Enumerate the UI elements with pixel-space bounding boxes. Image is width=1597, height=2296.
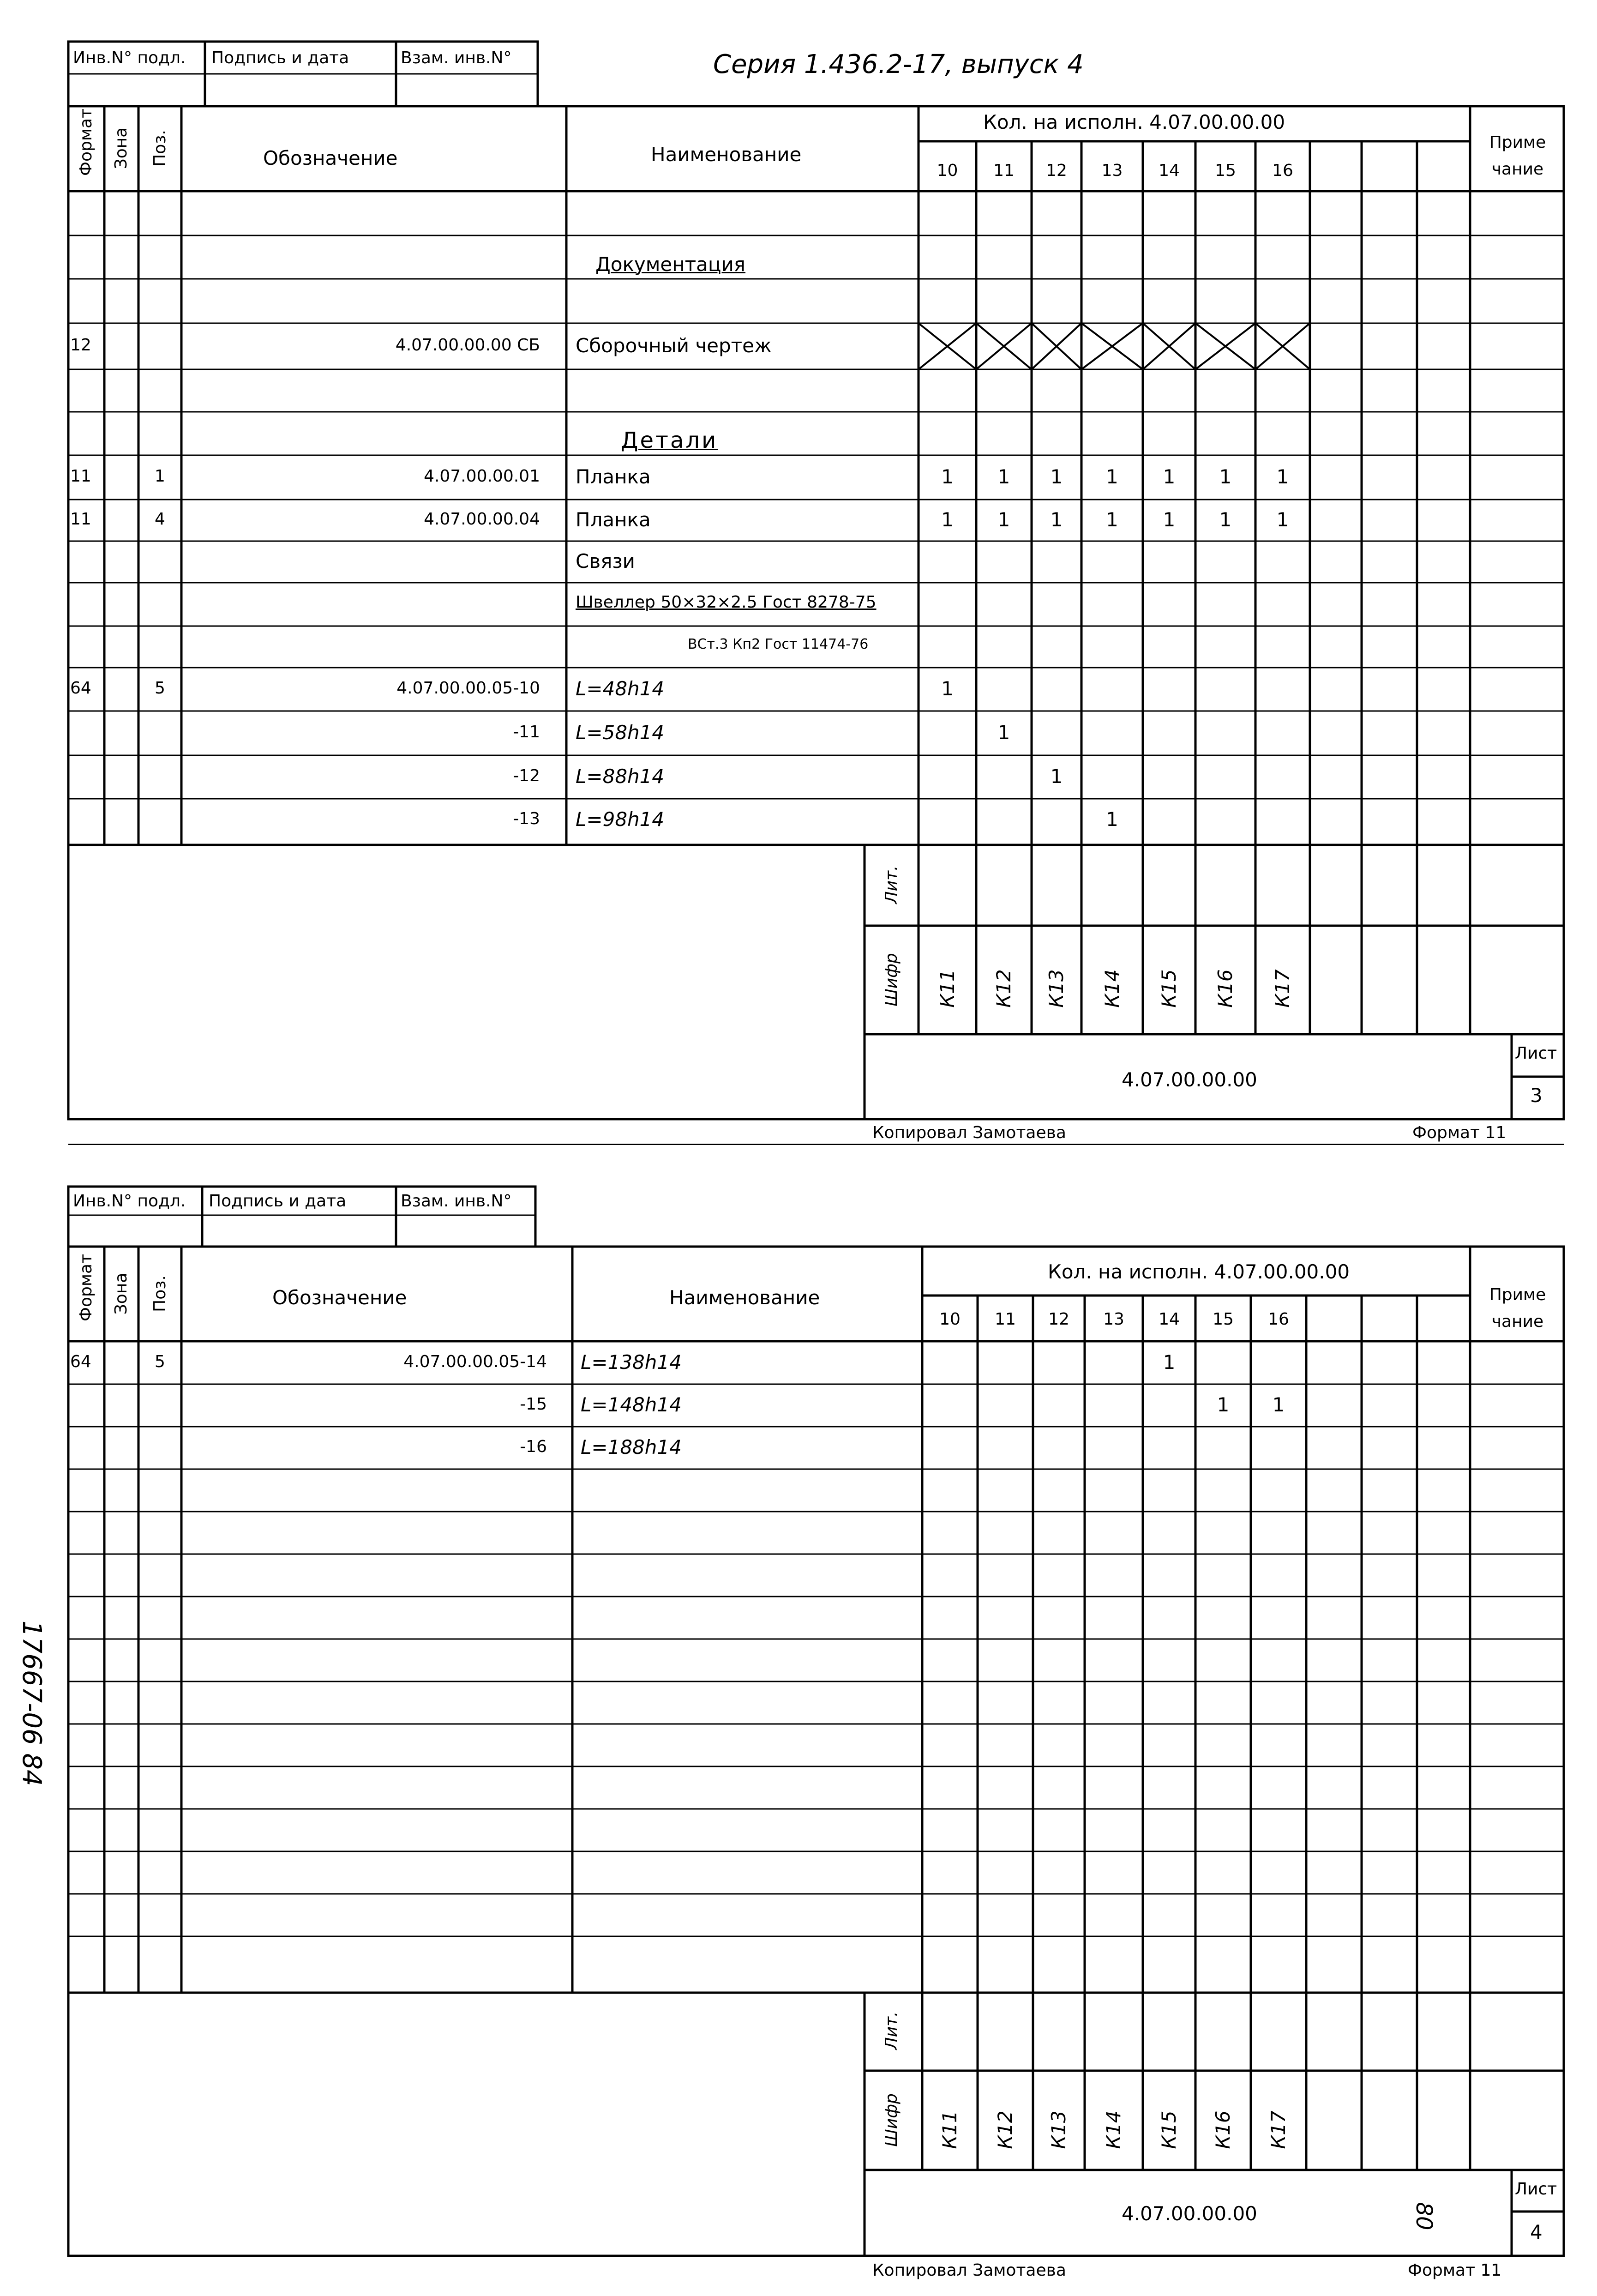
cipher-code: К13 (1047, 2110, 1070, 2149)
title-sheet-label: Лист (1515, 1044, 1557, 1063)
row-designation: 4.07.00.00.05-10 (396, 679, 540, 698)
qty-col-header: 13 (1101, 161, 1123, 180)
cipher-code: К16 (1214, 969, 1237, 1008)
footer-format: Формат 11 (1408, 2261, 1502, 2280)
qty-cell: 1 (1217, 1393, 1230, 1416)
qty-cell: 1 (997, 465, 1010, 488)
footer-copied: Копировал Замотаева (872, 1123, 1066, 1142)
qty-cell: 1 (1106, 808, 1118, 831)
row-designation: -15 (520, 1395, 547, 1414)
header-format: Формат (77, 108, 96, 176)
row-format: 11 (70, 467, 91, 486)
margin-mark: 80 (1411, 2202, 1437, 2230)
row-position: 4 (155, 510, 165, 529)
cipher-code: К13 (1045, 969, 1068, 1008)
row-format: 11 (70, 510, 91, 529)
row-name: Связи (576, 550, 635, 572)
row-name: Швеллер 50×32×2.5 Гост 8278-75 (576, 593, 877, 612)
qty-cell: 1 (1106, 465, 1118, 488)
qty-col-header: 15 (1215, 161, 1236, 180)
row-position: 5 (155, 1352, 165, 1371)
qty-cell: 1 (1219, 465, 1232, 488)
qty-cell: 1 (997, 721, 1010, 744)
qty-cell: 1 (941, 508, 954, 531)
row-position: 1 (155, 467, 165, 486)
header-format: Формат (77, 1253, 96, 1321)
qty-cell: 1 (1219, 508, 1232, 531)
stamp-inv-label: Инв.N° подл. (73, 48, 186, 67)
cipher-code: К14 (1102, 2110, 1125, 2149)
stamp-sign-label: Подпись и дата (209, 1192, 347, 1211)
footer-copied: Копировал Замотаева (872, 2261, 1066, 2280)
header-name: Наименование (669, 1286, 820, 1309)
header-name: Наименование (651, 143, 802, 166)
title-doc-number: 4.07.00.00.00 (1122, 1068, 1257, 1091)
header-note: Приме чание (1489, 1285, 1546, 1331)
qty-col-header: 14 (1159, 161, 1180, 180)
qty-col-header: 10 (939, 1310, 961, 1329)
footer-format: Формат 11 (1412, 1123, 1507, 1142)
qty-cell: 1 (1106, 508, 1118, 531)
stamp-vzam-label: Взам. инв.N° (401, 48, 512, 67)
row-designation: -16 (520, 1437, 547, 1456)
title-lit-label: Лит. (882, 2011, 901, 2050)
cipher-code: К15 (1158, 2110, 1180, 2149)
row-name: L=98h14 (576, 808, 665, 831)
row-name: Планка (576, 465, 651, 488)
qty-cell: 1 (941, 465, 954, 488)
cipher-code: К17 (1267, 2110, 1290, 2149)
sheet-page-4 (0, 1145, 1597, 2296)
cipher-code: К12 (994, 2110, 1016, 2149)
title-cipher-label: Шифр (882, 953, 901, 1006)
row-format: 64 (70, 679, 91, 698)
stamp-inv-label: Инв.N° подл. (73, 1192, 186, 1211)
header-pos: Поз. (150, 130, 169, 167)
cipher-code: К14 (1100, 969, 1123, 1008)
row-designation: 4.07.00.00.01 (424, 467, 540, 486)
title-sheet-label: Лист (1515, 2180, 1557, 2199)
qty-col-header: 16 (1272, 161, 1293, 180)
qty-cell: 1 (1272, 1393, 1285, 1416)
row-designation: 4.07.00.00.05-14 (403, 1352, 547, 1371)
header-zone: Зона (112, 1272, 131, 1315)
qty-cell: 1 (1050, 465, 1063, 488)
qty-col-header: 16 (1268, 1310, 1289, 1329)
row-name: L=148h14 (581, 1393, 682, 1416)
row-designation: 4.07.00.00.00 СБ (395, 336, 540, 355)
row-designation: 4.07.00.00.04 (424, 510, 540, 529)
qty-col-header: 11 (993, 161, 1015, 180)
row-name: Сборочный чертеж (576, 334, 772, 357)
cipher-code: К12 (992, 969, 1015, 1008)
row-name: L=48h14 (576, 677, 665, 700)
qty-cell: 1 (1050, 765, 1063, 788)
cipher-code: К11 (938, 2110, 961, 2149)
qty-cell: 1 (1050, 508, 1063, 531)
row-designation: -12 (513, 766, 540, 785)
cipher-code: К16 (1212, 2110, 1234, 2149)
qty-cell: 1 (1276, 508, 1289, 531)
row-designation: -13 (513, 809, 540, 828)
qty-cell: 1 (1276, 465, 1289, 488)
row-name: L=138h14 (581, 1350, 682, 1374)
sheet-page-3 (0, 0, 1597, 1145)
qty-col-header: 12 (1046, 161, 1067, 180)
qty-cell: 1 (997, 508, 1010, 531)
qty-cell: 1 (941, 677, 954, 700)
header-qty: Кол. на исполн. 4.07.00.00.00 (1048, 1260, 1350, 1283)
qty-col-header: 15 (1213, 1310, 1234, 1329)
qty-col-header: 10 (937, 161, 958, 180)
row-name: L=58h14 (576, 721, 665, 744)
title-cipher-label: Шифр (882, 2093, 901, 2147)
title-lit-label: Лит. (882, 865, 901, 904)
header-designation: Обозначение (263, 147, 398, 169)
header-qty: Кол. на исполн. 4.07.00.00.00 (983, 111, 1285, 133)
sheet-grid-lines (0, 1145, 1597, 2296)
row-name: L=88h14 (576, 765, 665, 788)
qty-col-header: 12 (1048, 1310, 1069, 1329)
row-position: 5 (155, 679, 165, 698)
header-note: Приме чание (1489, 133, 1546, 179)
stamp-vzam-label: Взам. инв.N° (401, 1192, 512, 1211)
header-zone: Зона (112, 127, 131, 169)
sheet-grid-lines (0, 0, 1597, 1145)
row-format: 64 (70, 1352, 91, 1371)
row-name: Документация (595, 253, 746, 276)
header-pos: Поз. (150, 1275, 169, 1312)
row-name: Планка (576, 508, 651, 531)
row-format: 12 (70, 336, 91, 355)
cipher-code: К17 (1271, 969, 1294, 1008)
cipher-code: К15 (1158, 969, 1180, 1008)
row-name: Детали (621, 428, 718, 453)
row-name: L=188h14 (581, 1436, 682, 1458)
series-title: Серия 1.436.2-17, выпуск 4 (713, 49, 1084, 79)
qty-col-header: 14 (1159, 1310, 1180, 1329)
stamp-sign-label: Подпись и дата (211, 48, 349, 67)
qty-col-header: 11 (995, 1310, 1016, 1329)
row-name: ВСт.3 Кп2 Гост 11474-76 (688, 636, 869, 652)
title-sheet-number: 4 (1530, 2221, 1543, 2243)
header-designation: Обозначение (272, 1286, 407, 1309)
cipher-code: К11 (936, 969, 959, 1008)
side-code: 17667-06 84 (17, 1621, 47, 1786)
row-designation: -11 (513, 723, 540, 741)
qty-col-header: 13 (1103, 1310, 1124, 1329)
qty-cell: 1 (1163, 508, 1176, 531)
title-doc-number: 4.07.00.00.00 (1122, 2202, 1257, 2225)
qty-cell: 1 (1163, 1350, 1176, 1374)
qty-cell: 1 (1163, 465, 1176, 488)
title-sheet-number: 3 (1530, 1084, 1543, 1107)
